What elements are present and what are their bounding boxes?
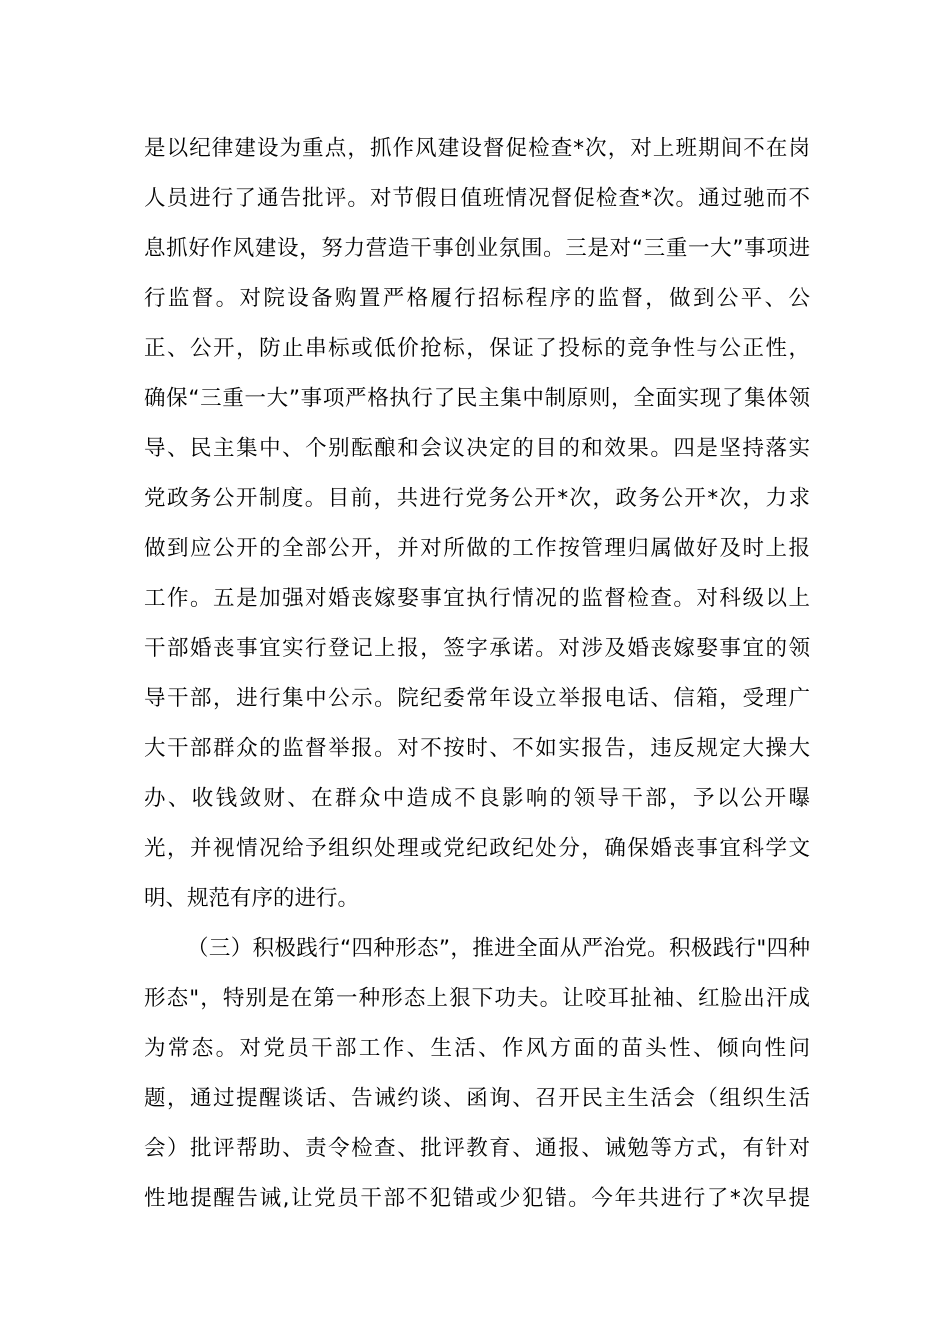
text-line: 导、民主集中、个别酝酿和会议决定的目的和效果。四是坚持落实 [144,436,810,461]
text-line: 党政务公开制度。目前，共进行党务公开*次，政务公开*次，力求 [144,486,810,511]
text-line: 做到应公开的全部公开，并对所做的工作按管理归属做好及时上报 [144,536,810,561]
text-line: 为常态。对党员干部工作、生活、作风方面的苗头性、倾向性问 [144,1036,810,1061]
paragraph-end-line: 明、规范有序的进行。 [144,886,360,911]
text-line: 是以纪律建设为重点，抓作风建设督促检查*次，对上班期间不在岗 [144,136,810,161]
text-line: 大干部群众的监督举报。对不按时、不如实报告，违反规定大操大 [144,736,810,761]
text-line: 确保“三重一大”事项严格执行了民主集中制原则，全面实现了集体领 [144,386,810,411]
document-body [144,124,810,1224]
text-line: 行监督。对院设备购置严格履行招标程序的监督，做到公平、公 [144,286,810,311]
text-line: 题，通过提醒谈话、告诫约谈、函询、召开民主生活会（组织生活 [144,1086,810,1111]
text-line: 光，并视情况给予组织处理或党纪政纪处分，确保婚丧事宜科学文 [144,836,810,861]
text-line: 正、公开，防止串标或低价抢标，保证了投标的竞争性与公正性， [144,336,810,361]
text-line: 导干部，进行集中公示。院纪委常年设立举报电话、信箱，受理广 [144,686,810,711]
text-line: 性地提醒告诫,让党员干部不犯错或少犯错。今年共进行了*次早提 [144,1186,810,1211]
text-line: 办、收钱敛财、在群众中造成不良影响的领导干部，予以公开曝 [144,786,810,811]
text-line: 工作。五是加强对婚丧嫁娶事宜执行情况的监督检查。对科级以上 [144,586,810,611]
text-line: 干部婚丧事宜实行登记上报，签字承诺。对涉及婚丧嫁娶事宜的领 [144,636,810,661]
text-line: 形态"，特别是在第一种形态上狠下功夫。让咬耳扯袖、红脸出汗成 [144,986,810,1011]
text-line: 息抓好作风建设，努力营造干事创业氛围。三是对“三重一大”事项进 [144,236,810,261]
text-line: 会）批评帮助、责令检查、批评教育、通报、诫勉等方式，有针对 [144,1136,810,1161]
section-heading-line: （三）积极践行“四种形态”，推进全面从严治党。积极践行"四种 [187,936,810,961]
text-line: 人员进行了通告批评。对节假日值班情况督促检查*次。通过驰而不 [144,186,810,211]
